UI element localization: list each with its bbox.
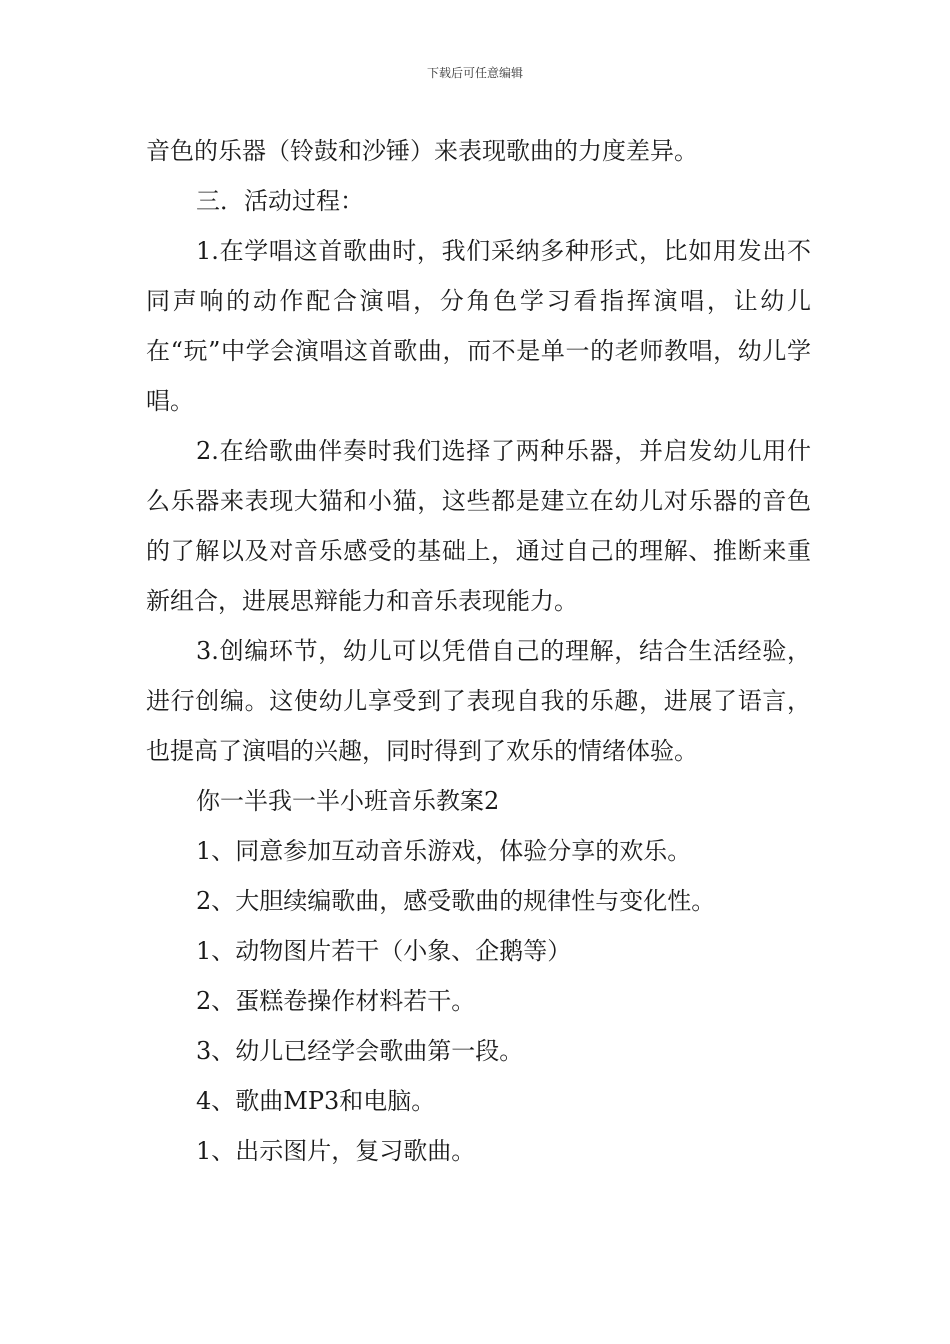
paragraph-continuation: 音色的乐器（铃鼓和沙锤）来表现歌曲的力度差异。: [146, 137, 698, 165]
page-header-note: 下载后可任意编辑: [426, 66, 523, 80]
process-step-1: 1、出示图片，复习歌曲。: [196, 1137, 476, 1165]
lesson-plan-title: 你一半我一半小班音乐教案2: [196, 787, 500, 815]
material-item-1: 1、动物图片若干（小象、企鹅等）: [196, 937, 572, 965]
material-item-2: 2、蛋糕卷操作材料若干。: [196, 987, 476, 1015]
goal-item-1: 1、同意参加互动音乐游戏，体验分享的欢乐。: [196, 837, 692, 865]
paragraph-point-2: 2.在给歌曲伴奏时我们选择了两种乐器，并启发幼儿用什么乐器来表现大猫和小猫，这些都是建立在幼儿对乐器的音色的了解以及对音乐感受的基础上，通过自己的理解、推断来重新组合，进展思辩能力和音乐表现能力。: [146, 437, 811, 615]
section-heading-activity-process: 三．活动过程：: [196, 187, 364, 215]
material-item-4: 4、歌曲MP3和电脑。: [196, 1087, 436, 1115]
material-item-3: 3、幼儿已经学会歌曲第一段。: [196, 1037, 524, 1065]
paragraph-point-1: 1.在学唱这首歌曲时，我们采纳多种形式，比如用发出不同声响的动作配合演唱，分角色学习看指挥演唱，让幼儿在“玩”中学会演唱这首歌曲，而不是单一的老师教唱，幼儿学唱。: [146, 237, 811, 415]
goal-item-2: 2、大胆续编歌曲，感受歌曲的规律性与变化性。: [196, 887, 716, 915]
document-body: [146, 126, 811, 1176]
paragraph-point-3: 3.创编环节，幼儿可以凭借自己的理解，结合生活经验，进行创编。这使幼儿享受到了表现自我的乐趣，进展了语言，也提高了演唱的兴趣，同时得到了欢乐的情绪体验。: [146, 637, 811, 765]
